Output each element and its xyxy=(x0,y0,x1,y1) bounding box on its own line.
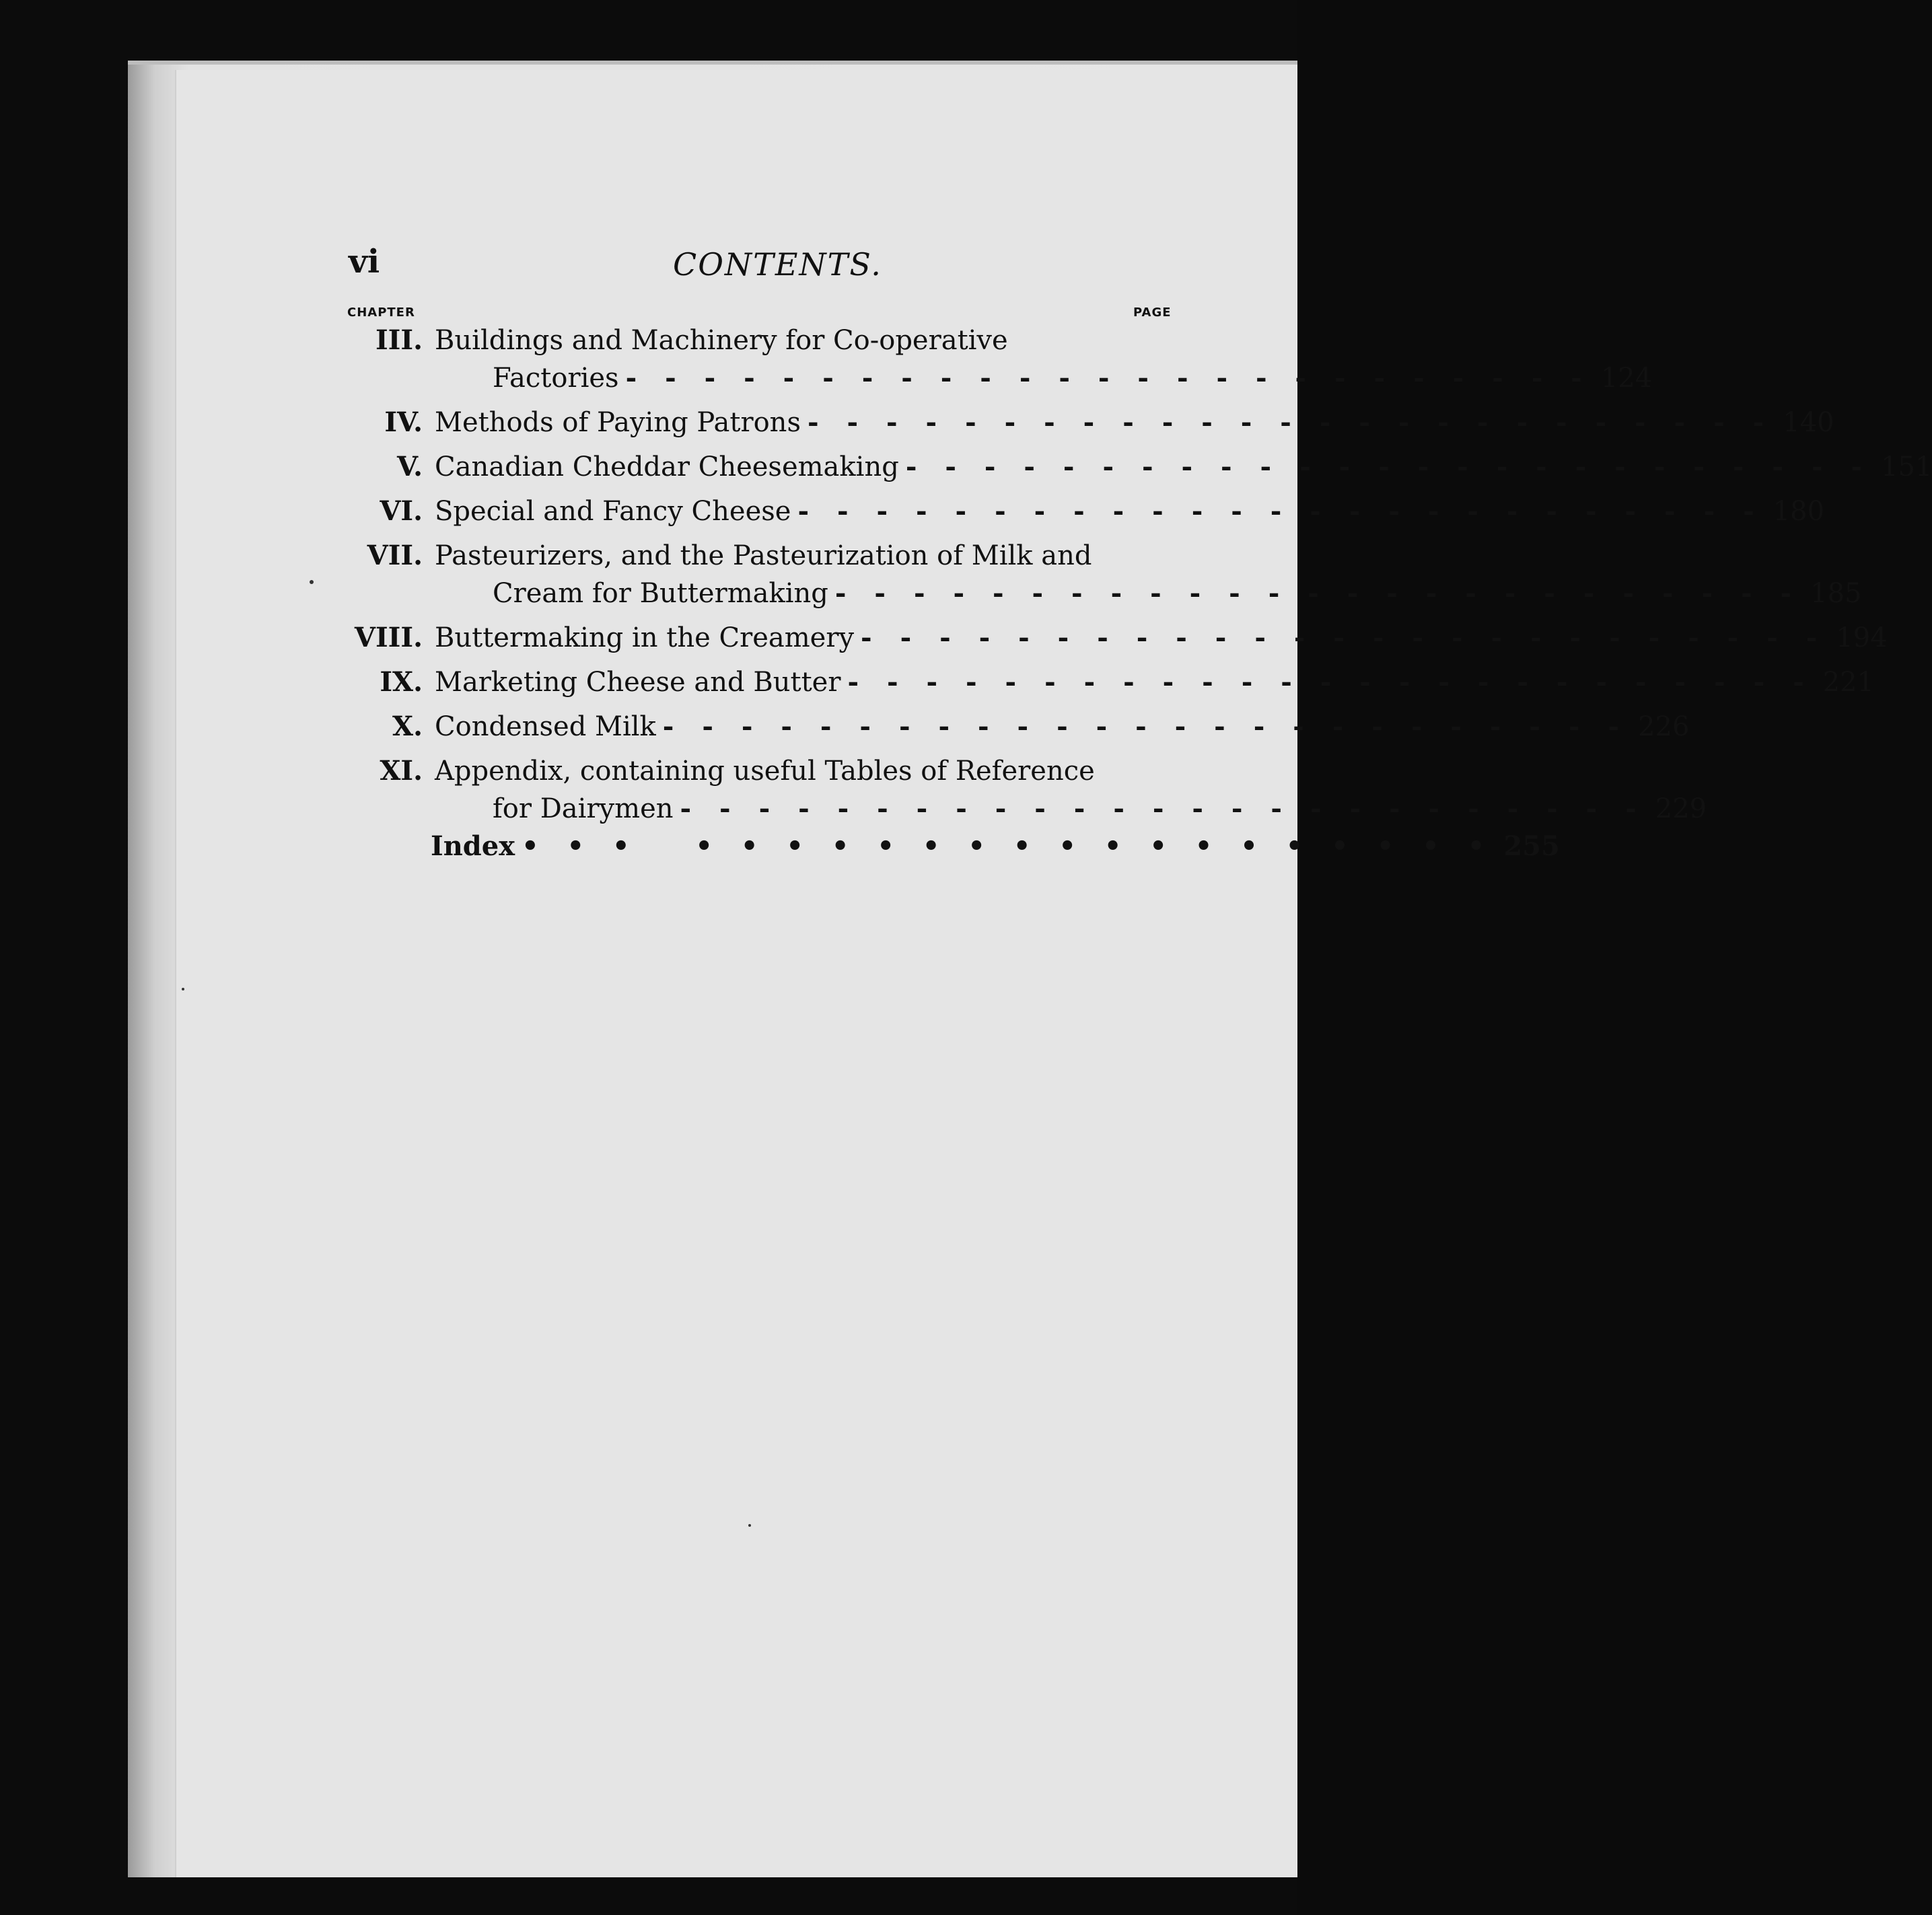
dot-leader: - - - - - - - - - - - - - - - - - - - - - - - - - xyxy=(847,666,1814,698)
page-number: 124 xyxy=(1600,363,1653,394)
page-number: 221 xyxy=(1822,667,1875,698)
chapter-title-continued: Factories xyxy=(493,363,619,394)
page-column-label: PAGE xyxy=(1133,305,1172,320)
dot-leader: - - - - - - - - - - - - - - - - - - - - - - - - - xyxy=(662,711,1629,742)
dot-leader: - - - - - - - - - - - - - - - - - - - - - - - - - xyxy=(680,793,1646,824)
dot-leader: • • • • • • • • • • • • • • • • • • • • • xyxy=(522,830,1495,862)
chapter-numeral: VII. xyxy=(367,540,423,571)
toc-entry-index xyxy=(336,828,1560,865)
page-number: 255 xyxy=(1503,830,1560,862)
chapter-column-label: CHAPTER xyxy=(347,305,415,320)
page-number: 229 xyxy=(1655,793,1707,824)
toc-entry xyxy=(336,619,1888,657)
chapter-numeral: X. xyxy=(392,711,423,742)
dot-leader: - - - - - - - - - - - - - - - - - - - - - - - - - xyxy=(861,622,1827,653)
chapter-title: Buildings and Machinery for Co-operative xyxy=(435,325,1008,356)
chapter-title: Pasteurizers, and the Pasteurization of Milk and xyxy=(435,540,1092,571)
chapter-title-continued: for Dairymen xyxy=(493,793,674,824)
page-number: 140 xyxy=(1783,407,1834,438)
page-header xyxy=(349,243,1183,293)
chapter-title: Canadian Cheddar Cheesemaking xyxy=(435,451,899,482)
chapter-numeral: V. xyxy=(397,451,423,482)
toc-entry xyxy=(336,448,1932,486)
chapter-title: Marketing Cheese and Butter xyxy=(435,667,841,698)
page-number: 180 xyxy=(1773,496,1825,527)
page-number: 151 xyxy=(1881,451,1932,482)
toc-entry xyxy=(336,537,1862,612)
dot-leader: - - - - - - - - - - - - - - - - - - - - - - - - - xyxy=(625,362,1591,394)
dot-leader: - - - - - - - - - - - - - - - - - - - - - - - - - xyxy=(834,577,1801,609)
chapter-title: Appendix, containing useful Tables of Reference xyxy=(435,756,1095,787)
scan-speck xyxy=(748,1524,751,1527)
toc-entry xyxy=(336,322,1653,397)
chapter-numeral: XI. xyxy=(380,755,423,787)
chapter-title: Condensed Milk xyxy=(435,711,656,742)
page-number: 194 xyxy=(1836,622,1888,653)
index-title: Index xyxy=(431,830,515,862)
toc-entry xyxy=(336,708,1690,746)
chapter-numeral: IX. xyxy=(380,666,423,698)
chapter-numeral: IV. xyxy=(384,406,423,438)
chapter-title-continued: Cream for Buttermaking xyxy=(493,578,828,609)
page-number: 185 xyxy=(1810,578,1862,609)
toc-entry xyxy=(336,663,1875,701)
chapter-title: Methods of Paying Patrons xyxy=(435,407,801,438)
toc-entry xyxy=(336,493,1825,530)
page-number: 226 xyxy=(1638,711,1690,742)
table-of-contents xyxy=(336,322,1932,865)
scan-speck xyxy=(182,988,184,990)
chapter-numeral: III. xyxy=(375,324,423,356)
dot-leader: - - - - - - - - - - - - - - - - - - - - - - - - - xyxy=(807,406,1774,438)
toc-entry xyxy=(336,752,1707,828)
dot-leader: - - - - - - - - - - - - - - - - - - - - - - - - - xyxy=(905,451,1872,482)
running-head: CONTENTS. xyxy=(673,246,882,283)
chapter-numeral: VI. xyxy=(380,495,423,527)
chapter-numeral: VIII. xyxy=(354,622,423,653)
scan-speck xyxy=(310,580,314,584)
toc-entry xyxy=(336,404,1834,441)
page-folio: vi xyxy=(349,243,380,281)
dot-leader: - - - - - - - - - - - - - - - - - - - - - - - - - xyxy=(797,495,1764,527)
chapter-title: Buttermaking in the Creamery xyxy=(435,622,855,653)
chapter-title: Special and Fancy Cheese xyxy=(435,496,791,527)
